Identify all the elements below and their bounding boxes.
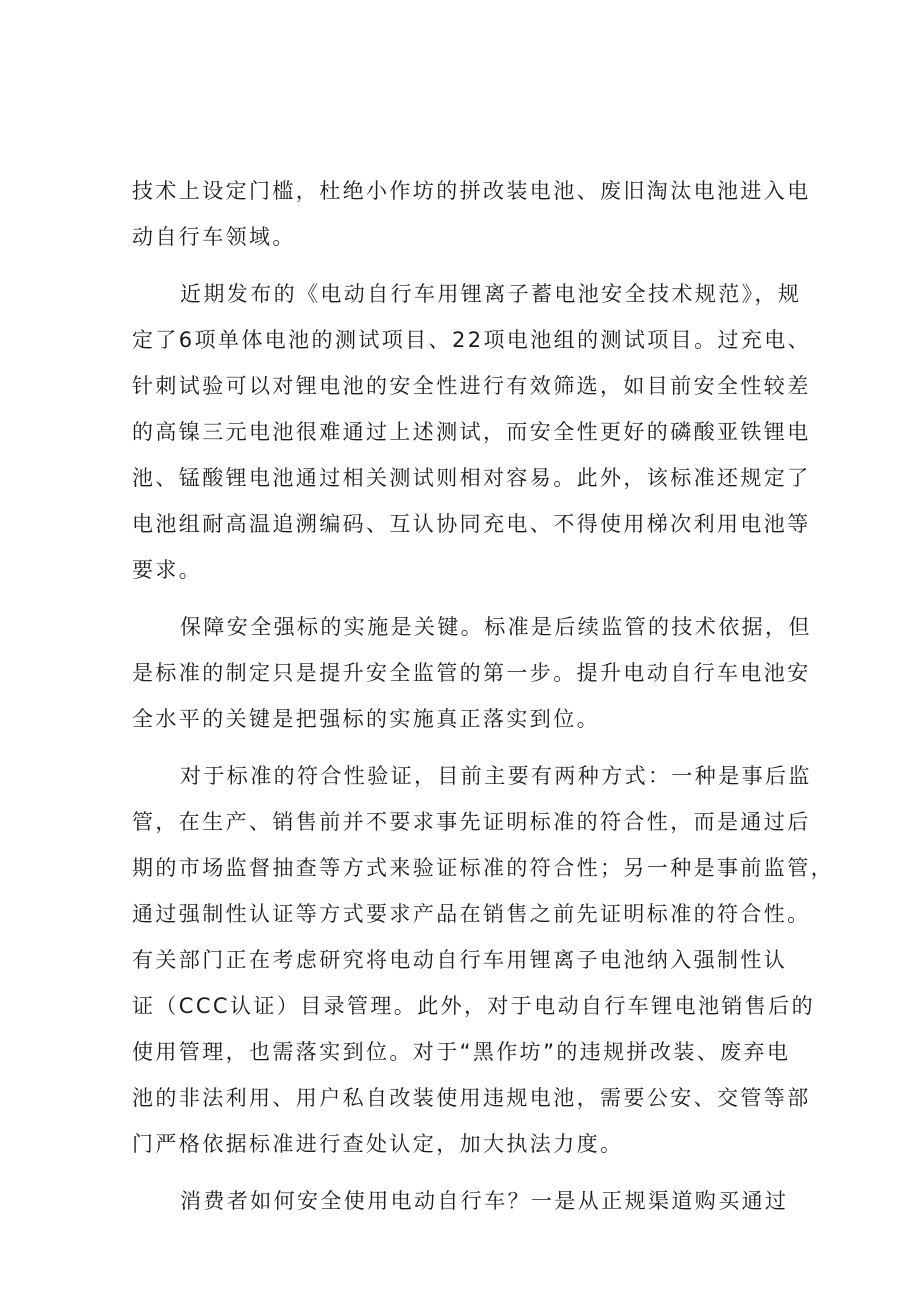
text-line: 对于标准的符合性验证，目前主要有两种方式：一种是事后监 <box>180 764 812 788</box>
document-body <box>132 168 834 1224</box>
text-line: 池的非法利用、用户私自改装使用违规电池，需要公安、交管等部 <box>132 1086 811 1110</box>
text-line: 消费者如何安全使用电动自行车？一是从正规渠道购买通过 <box>180 1189 789 1213</box>
paragraph-2 <box>132 271 812 593</box>
text-line: 证（CCC认证）目录管理。此外，对于电动自行车锂电池销售后的 <box>132 994 815 1018</box>
paragraph-1 <box>132 168 811 260</box>
text-line: 近期发布的《电动自行车用锂离子蓄电池安全技术规范》，规 <box>180 282 802 306</box>
text-line: 定了6项单体电池的测试项目、22项电池组的测试项目。过充电、 <box>132 328 812 352</box>
text-line: 是标准的制定只是提升安全监管的第一步。提升电动自行车电池安 <box>132 661 811 685</box>
paragraph-4 <box>132 753 834 1167</box>
text-line: 针刺试验可以对锂电池的安全性进行有效筛选，如目前安全性较差 <box>132 374 811 398</box>
text-line: 期的市场监督抽查等方式来验证标准的符合性；另一种是事前监管， <box>132 856 834 880</box>
text-line: 保障安全强标的实施是关键。标准是后续监管的技术依据，但 <box>180 615 812 639</box>
text-line: 门严格依据标准进行查处认定，加大执法力度。 <box>132 1132 624 1156</box>
text-line: 技术上设定门槛，杜绝小作坊的拼改装电池、废旧淘汰电池进入电 <box>132 179 811 203</box>
text-line: 全水平的关键是把强标的实施真正落实到位。 <box>132 707 600 731</box>
text-line: 动自行车领域。 <box>132 225 296 249</box>
text-line: 电池组耐高温追溯编码、互认协同充电、不得使用梯次利用电池等 <box>132 512 811 536</box>
text-line: 池、锰酸锂电池通过相关测试则相对容易。此外，该标准还规定了 <box>132 466 811 490</box>
text-line: 的高镍三元电池很难通过上述测试，而安全性更好的磷酸亚铁锂电 <box>132 420 811 444</box>
text-line: 通过强制性认证等方式要求产品在销售之前先证明标准的符合性。 <box>132 902 811 926</box>
text-line: 有关部门正在考虑研究将电动自行车用锂离子电池纳入强制性认 <box>132 948 788 972</box>
text-line: 管，在生产、销售前并不要求事先证明标准的符合性，而是通过后 <box>132 810 811 834</box>
paragraph-3 <box>132 604 812 742</box>
paragraph-5 <box>132 1178 804 1224</box>
text-line: 使用管理，也需落实到位。对于“黑作坊”的违规拼改装、废弃电 <box>132 1040 791 1064</box>
text-line: 要求。 <box>132 558 203 582</box>
